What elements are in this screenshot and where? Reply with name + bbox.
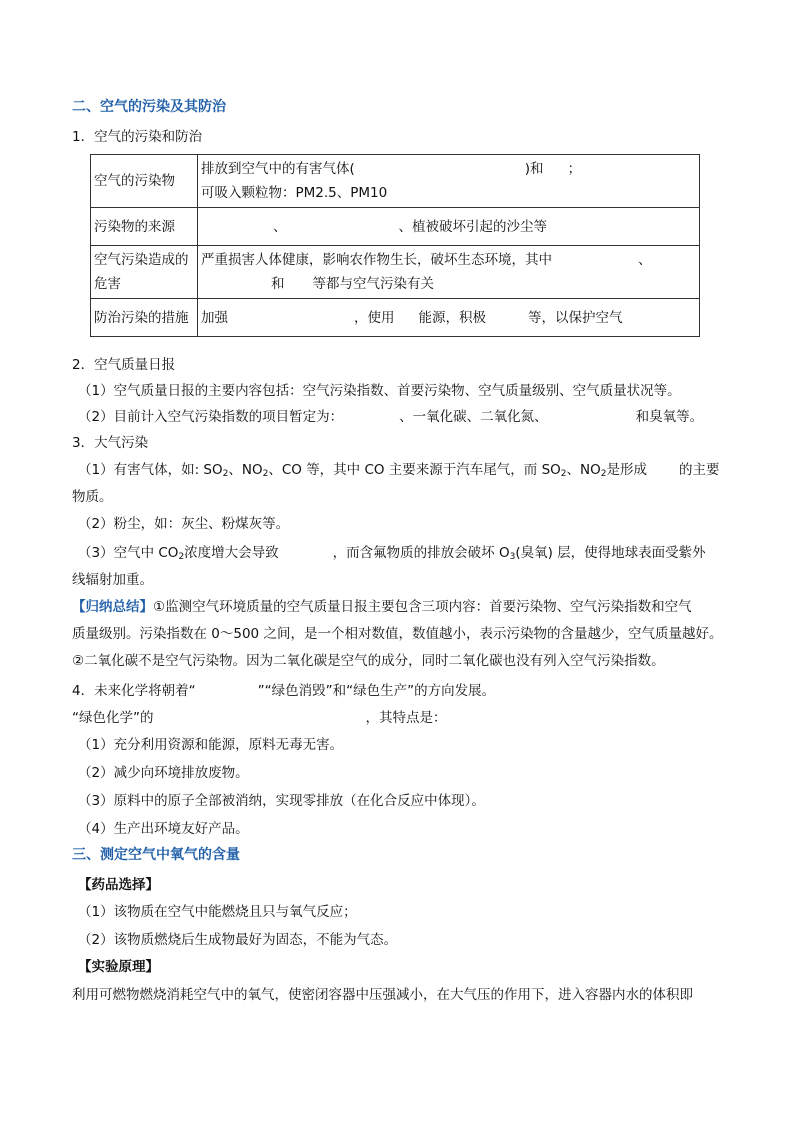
- paragraph: [78, 408, 703, 426]
- table-text: 等都与空气污染有关: [312, 276, 434, 292]
- paragraph: （1）该物质在空气中能燃烧且只与氧气反应；: [78, 904, 357, 920]
- label-drug-selection: 【药品选择】: [78, 877, 159, 893]
- section-heading-air-pollution: 二、空气的污染及其防治: [72, 99, 226, 115]
- section-heading-oxygen-content: 三、测定空气中氧气的含量: [72, 847, 240, 863]
- subsection-title-air-quality-report: 2．空气质量日报: [72, 357, 176, 373]
- subsection-title-atmospheric-pollution: 3．大气污染: [72, 435, 149, 451]
- text-span: 、CO 等，其中 CO 主要来源于汽车尾气，而 SO: [268, 462, 561, 478]
- text-span: ，而含氟物质的排放会破坏 O: [332, 545, 510, 561]
- text-span: 和臭氧等。: [635, 409, 704, 425]
- text-span: “绿色化学”的: [72, 710, 154, 726]
- pollution-table: [90, 154, 700, 337]
- summary-line: ②二氧化碳不是空气污染物。因为二氧化碳是空气的成分，同时二氧化碳也没有列入空气污染指数。: [72, 653, 665, 669]
- table-text: 和: [271, 276, 285, 292]
- label-experiment-principle: 【实验原理】: [78, 959, 159, 975]
- text-span: （3）空气中 CO: [78, 545, 179, 561]
- table-text: 可吸入颗粒物：PM2.5、PM10: [201, 185, 388, 201]
- summary-label: 【归纳总结】: [72, 599, 153, 615]
- text-span: 、NO: [228, 462, 263, 478]
- paragraph: （1）空气质量日报的主要内容包括：空气污染指数、首要污染物、空气质量级别、空气质量状况等。: [78, 383, 681, 399]
- table-row: [91, 246, 700, 299]
- text-span: ”“绿色消毁”和“绿色生产”的方向发展。: [257, 683, 496, 699]
- summary-line: [72, 598, 692, 616]
- table-cell-label: 防治污染的措施: [91, 299, 198, 337]
- subscript: 2: [262, 469, 269, 479]
- paragraph: 利用可燃物燃烧消耗空气中的氧气，使密闭容器中压强减小，在大气压的作用下，进入容器内水的体积即: [72, 987, 693, 1003]
- table-text: ，使用: [354, 309, 395, 326]
- subscript: 2: [178, 552, 185, 562]
- list-item: （1）充分利用资源和能源，原料无毒无害。: [78, 737, 344, 753]
- text-span: 是形成: [606, 462, 647, 478]
- table-cell-label: 空气污染造成的危害: [91, 246, 198, 299]
- text-span: （2）目前计入空气污染指数的项目暂定为：: [78, 409, 344, 425]
- list-item: （2）减少向环境排放废物。: [78, 765, 249, 781]
- paragraph: （2）粉尘，如：灰尘、粉煤灰等。: [78, 516, 290, 532]
- table-row: [91, 208, 700, 246]
- text-span: (臭氧) 层，使得地球表面受紫外: [515, 545, 706, 561]
- paragraph-continuation: 线辐射加重。: [72, 572, 153, 588]
- paragraph: [78, 544, 706, 566]
- subscript: 3: [509, 552, 516, 562]
- paragraph: [78, 461, 720, 483]
- table-cell-content: [198, 208, 700, 246]
- list-item: （4）生产出环境友好产品。: [78, 821, 249, 837]
- text-span: （1）有害气体，如: SO: [78, 462, 223, 478]
- text-span: 4．未来化学将朝着“: [72, 683, 196, 699]
- table-row: [91, 299, 700, 337]
- subscript: 2: [222, 469, 229, 479]
- table-cell-content: [198, 155, 700, 208]
- table-text: 、植被破坏引起的沙尘等: [398, 218, 547, 235]
- text-span: 浓度增大会导致: [184, 545, 279, 561]
- table-text: 、: [638, 252, 652, 268]
- table-text: 能源，积极: [418, 309, 486, 326]
- list-item: （3）原料中的原子全部被消纳，实现零排放（在化合反应中体现）。: [78, 793, 485, 809]
- summary-line: 质量级别。污染指数在 0～500 之间，是一个相对数值，数值越小，表示污染物的含量越少，空气质量越好。: [72, 626, 723, 642]
- text-span: ①监测空气环境质量的空气质量日报主要包含三项内容：首要污染物、空气污染指数和空气: [153, 599, 692, 615]
- text-span: ，其特点是：: [365, 710, 447, 726]
- table-text: ；: [567, 161, 582, 177]
- table-cell-label: 空气的污染物: [91, 155, 198, 208]
- subsection-title-green-chemistry: [72, 682, 495, 700]
- paragraph: [72, 709, 447, 727]
- table-text: 排放到空气中的有害气体(: [201, 161, 355, 177]
- table-cell-content: [198, 246, 700, 299]
- table-row: [91, 155, 700, 208]
- text-span: 、一氧化碳、二氧化氮、: [399, 409, 548, 425]
- subscript: 2: [600, 469, 607, 479]
- subscript: 2: [560, 469, 567, 479]
- table-text: 等，以保护空气: [528, 309, 623, 326]
- paragraph-continuation: 物质。: [72, 489, 113, 505]
- table-text: )和: [524, 161, 544, 177]
- text-span: 的主要: [679, 462, 720, 478]
- table-cell-label: 污染物的来源: [91, 208, 198, 246]
- paragraph: （2）该物质燃烧后生成物最好为固态，不能为气态。: [78, 932, 398, 948]
- subsection-title-pollution-prevention: 1．空气的污染和防治: [72, 129, 203, 145]
- table-text: 加强: [201, 309, 228, 326]
- table-text: 、: [273, 218, 287, 235]
- table-text: 严重损害人体健康，影响农作物生长，破坏生态环境，其中: [201, 252, 552, 268]
- text-span: 、NO: [566, 462, 601, 478]
- table-cell-content: [198, 299, 700, 337]
